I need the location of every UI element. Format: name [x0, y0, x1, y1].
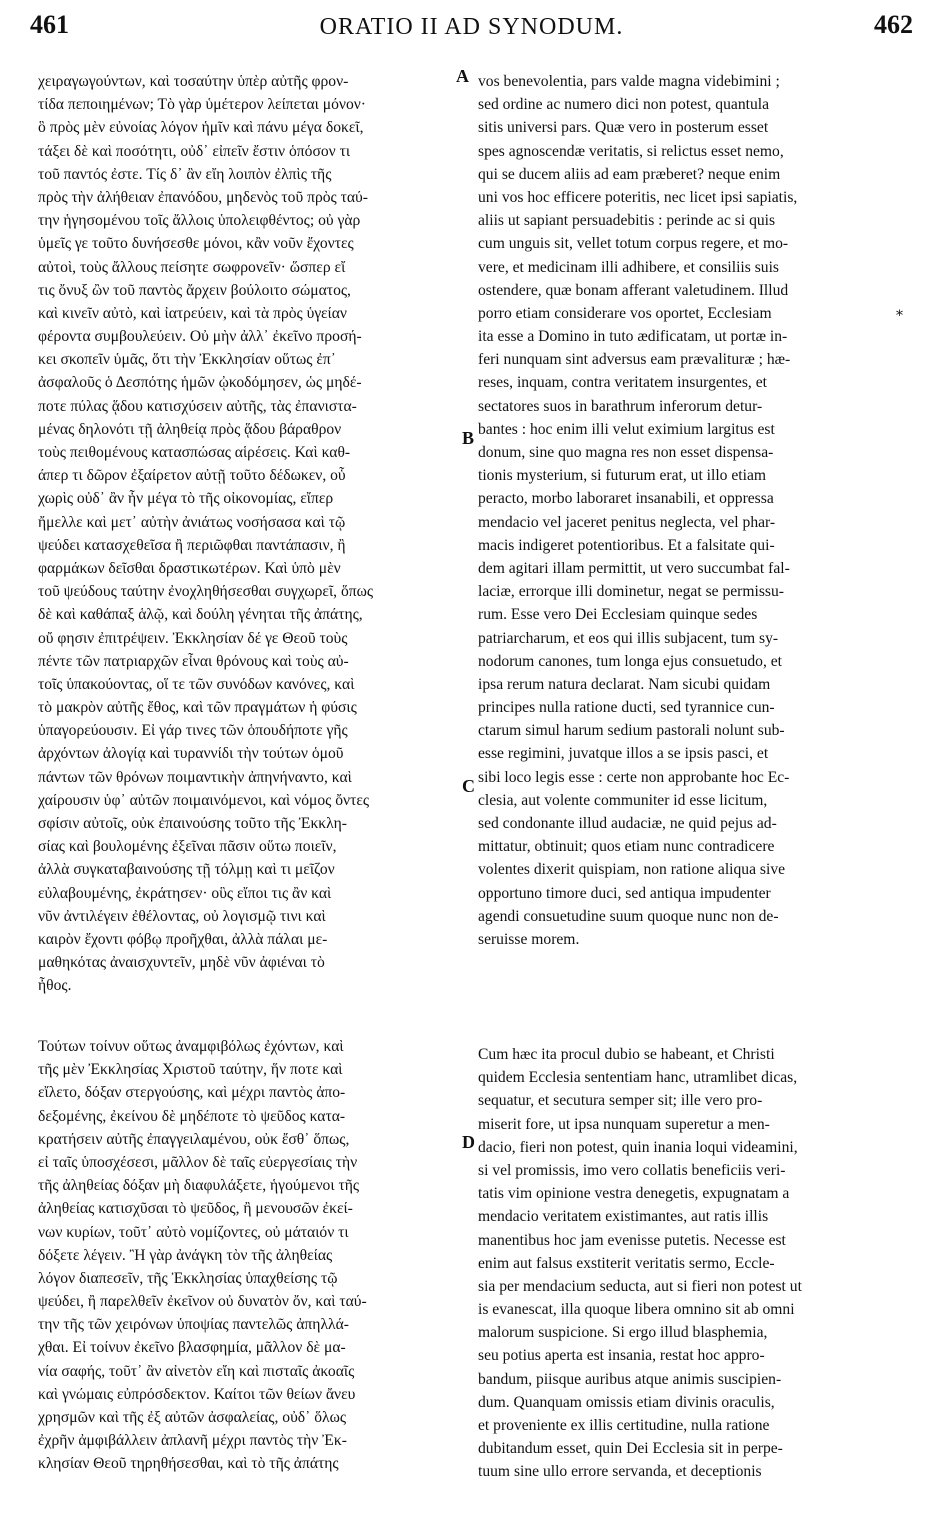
text-line: aliis ut sapiant persuadebitis : perinde ac si quis	[478, 212, 776, 230]
text-line: vere, et medicinam illi adhibere, et consiliis suis	[478, 258, 779, 276]
text-line: σίας καὶ βουλομένης ἐξεῖναι πᾶσιν οὕτω ποιεῖν,	[38, 838, 337, 856]
text-line: patriarcharum, et eos qui illis subjacent, tum sy-	[478, 629, 779, 647]
text-line: agendi consuetudine suum quoque nunc non de-	[478, 907, 779, 925]
text-line: ἐχρῆν ἀμφιβάλλειν ἀπλανῆ μέχρι παντὸς τὴν Ἐκ-	[38, 1432, 347, 1450]
text-line: ἀσφαλοῦς ὁ Δεσπότης ἡμῶν ᾠκοδόμησεν, ὡς μηδέ-	[38, 374, 362, 392]
text-line: quidem Ecclesia sententiam hanc, utramlibet dicas,	[478, 1069, 798, 1087]
text-line: bandum, piisque auribus atque animis suscipien-	[478, 1370, 782, 1388]
text-line: esse regimini, juvatque illos a se ipsis pasci, et	[478, 745, 769, 763]
text-line: ἀλλὰ συγκαταβαινούσης τῇ τόλμῃ καὶ τι μεῖζον	[38, 861, 335, 879]
section-marker-a: A	[456, 66, 469, 86]
text-line: ὃ πρὸς μὲν εὐνοίας λόγον ἡμῖν καὶ πάνυ μέγα δοκεῖ,	[38, 119, 364, 137]
text-line: tatis vim opinione vestra denegetis, expugnatam a	[478, 1185, 790, 1203]
text-line: seruisse morem.	[478, 930, 580, 948]
text-line: τῆς ἀληθείας δόξαν μὴ διαφυλάξετε, ἡγούμενοι τῆς	[38, 1177, 360, 1195]
text-line: φέροντα συμβουλεύειν. Οὐ μὴν ἀλλ᾽ ἐκεῖνο προσή-	[38, 328, 362, 346]
text-line: seu potius aperta est insania, restat hoc appro-	[478, 1347, 765, 1365]
text-line: peracto, morbo laboraret insanabili, et oppressa	[478, 490, 774, 508]
text-line: uni vos hoc efficere poteritis, nec licet ipsi sapiatis,	[478, 188, 798, 206]
text-line: spes agnoscendæ veritatis, si relictus esset nemo,	[478, 142, 784, 160]
text-line: ψεύδει, ἢ παρελθεῖν ἐκεῖνον οὐ δυνατὸν ὄν, καὶ ταύ-	[38, 1293, 367, 1311]
text-line: τίδα πεποιημένων; Τὸ γὰρ ὑμέτερον λείπεται μόνον·	[38, 96, 366, 114]
text-line: εἰ ταῖς ὑποσχέσεσι, μᾶλλον δὲ ταῖς εὐεργεσίαις τὴν	[38, 1153, 358, 1171]
text-line: νῦν ἀντιλέγειν ἐθέλοντας, οὐ λογισμῷ τινι καὶ	[38, 907, 326, 925]
text-line: dum. Quanquam omissis etiam divinis oraculis,	[478, 1393, 775, 1411]
text-line: ὑμεῖς γε τοῦτο δυνήσεσθε μόνοι, κἂν νοῦν ἔχοντες	[38, 235, 354, 253]
greek-text-column-upper	[38, 70, 458, 998]
text-line: χειραγωγούντων, καὶ τοσαύτην ὑπὲρ αὐτῆς φρον-	[38, 73, 349, 90]
text-line: donum, sine quo magna res non esset dispensa-	[478, 444, 774, 461]
text-line: ἦθος.	[38, 977, 72, 995]
text-line: macis indigeret potentioribus. Et a falsitate qui-	[478, 536, 775, 554]
text-line: δόξετε λέγειν. Ἢ γὰρ ἀνάγκη τὸν τῆς ἀληθείας	[38, 1246, 333, 1264]
text-line: clesia, aut volente communiter id esse licitum,	[478, 791, 768, 809]
text-line: χθαι. Εἰ τοίνυν ἐκεῖνο βλασφημία, μᾶλλον δὲ μα-	[38, 1339, 346, 1357]
text-line: μένας δηλονότι τῇ ἀληθείᾳ πρὸς ᾅδου βάραθρον	[38, 420, 342, 438]
text-line: malorum suspicione. Si ergo illud blasphemia,	[478, 1324, 768, 1342]
text-line: mendacio veritatem existimantes, aut ratis illis	[478, 1208, 769, 1226]
latin-text-column-upper	[478, 70, 898, 951]
text-line: τις ὄνυξ ὢν τοῦ παντὸς ἄρχειν βούλοιτο σώματος,	[38, 281, 351, 299]
text-line: τοῦ παντός ἐστε. Τίς δ᾽ ἂν εἴη λοιπὸν ἐλπὶς τῆς	[38, 165, 332, 183]
text-line: δεξομένης, ἐκείνου δὲ μηδέποτε τὸ ψεῦδος κατα-	[38, 1107, 346, 1125]
text-line: dem agitari illam permittit, ut vero succumbat fal-	[478, 559, 790, 577]
text-line: ὑπαγορεύουσιν. Εἰ γάρ τινες τῶν ὁπουδήποτε γῆς	[38, 722, 348, 740]
text-line: λόγον διαπεσεῖν, τῆς Ἐκκλησίας ὑπαχθείσης τῷ	[38, 1269, 338, 1287]
text-line: τοῖς ὑπακούοντας, οἵ τε τῶν συνόδων κανόνες, καὶ	[38, 675, 355, 693]
text-line: τῆς μὲν Ἐκκλησίας Χριστοῦ ταύτην, ἥν ποτε καὶ	[38, 1061, 343, 1079]
text-line: ostendere, quæ bonam afferant valetudinem. Illud	[478, 281, 789, 299]
text-line: principes nulla ratione ducti, sed tyrannice cun-	[478, 699, 775, 717]
text-line: νία σαφής, τοῦτ᾽ ἂν αἰνετὸν εἴη καὶ πισταῖς ἀκοαῖς	[38, 1362, 355, 1380]
text-line: τοῦ ψεύδους ταύτην ἐνοχληθήσεσθαι συγχωρεῖ, ὅπως	[38, 583, 374, 601]
text-line: miserit fore, ut ipsa nunquam superetur a men-	[478, 1115, 770, 1133]
text-line: volentes dixerit quispiam, non ratione aliqua sive	[478, 861, 786, 879]
text-line: dubitandum esset, quin Dei Ecclesia sit in perpe-	[478, 1440, 783, 1458]
text-line: sed condonante illud audaciæ, ne quid pejus ad-	[478, 815, 777, 832]
text-line: sequatur, et secutura semper sit; ille vero pro-	[478, 1092, 763, 1110]
text-line: φαρμάκων δεῖσθαι δραστικωτέρων. Καὶ ὑπὸ μὲν	[38, 559, 341, 577]
text-line: καιρὸν ἔχοντι φόβῳ προῆχθαι, ἀλλὰ πάλαι με-	[38, 930, 328, 948]
text-line: mittatur, obtinuit; quos etiam nunc contradicere	[478, 838, 775, 856]
text-line: χωρὶς οὐδ᾽ ἂν ἦν μέγα τὸ τῆς οἰκονομίας, εἴπερ	[38, 490, 334, 508]
text-line: νων κυρίων, τοῦτ᾽ αὐτὸ νομίζοντες, οὐ μάταιόν τι	[38, 1223, 349, 1241]
section-marker-d: D	[462, 1132, 475, 1152]
text-line: ψεύδει κατασχεθεῖσα ἢ περιῶφθαι παντάπασιν, ἢ	[38, 536, 346, 554]
text-line: ctarum simul harum sedium pastorali nolunt sub-	[478, 722, 785, 740]
page-number-left: 461	[30, 10, 69, 39]
footnote-asterisk: *	[896, 308, 903, 324]
running-title: ORATIO II AD SYNODUM.	[319, 14, 624, 40]
text-line: vos benevolentia, pars valde magna videbimini ;	[478, 73, 780, 90]
text-line: reses, inquam, contra veritatem insurgentes, et	[478, 374, 767, 392]
text-line: καὶ γνώμαις εὐπρόσδεκτον. Καίτοι τῶν θείων ἄνευ	[38, 1385, 356, 1403]
text-line: πρὸς τὴν ἀλήθειαν ἐπανόδου, μηδενὸς τοῦ πρὸς ταύ-	[38, 188, 368, 206]
text-line: εἴλετο, δόξαν στεργούσης, καὶ μέχρι παντὸς ἀπο-	[38, 1084, 346, 1102]
text-line: bantes : hoc enim illi velut eximium largitus est	[478, 420, 775, 438]
page-header	[30, 10, 913, 54]
text-line: ἀληθείας κατισχῦσαι τὸ ψεῦδος, ἢ μενουσῶν ἐκεί-	[38, 1200, 353, 1218]
text-line: την τῆς τῶν χειρόνων ὑποψίας παντελῶς ἀπηλλά-	[38, 1316, 349, 1334]
text-line: την ἡγησομένου τοῖς ἄλλοις ὑπολειφθέντος; οὐ γὰρ	[38, 212, 361, 230]
text-line: tuum sine ullo errore servanda, et deceptionis	[478, 1463, 762, 1481]
text-line: ita esse a Domino in tuto ædificatam, ut portæ in-	[478, 328, 788, 346]
text-line: σφίσιν αὐτοῖς, οὐκ ἐπαινούσης τοῦτο τῆς Ἐκκλη-	[38, 815, 347, 832]
text-line: Cum hæc ita procul dubio se habeant, et Christi	[478, 1046, 775, 1063]
text-line: opportuno timore duci, sed antiqua impudenter	[478, 884, 771, 902]
text-line: κρατήσειν αὐτῆς ἐπαγγειλαμένου, οὐκ ἔσθ᾽ ὅπως,	[38, 1130, 350, 1148]
text-line: δὲ καὶ καθάπαξ ἁλῷ, καὶ δούλη γένηται τῆς ἀπάτης,	[38, 606, 363, 624]
text-line: porro etiam considerare vos oportet, Ecclesiam	[478, 304, 772, 322]
text-line: χαίρουσιν ὑφ᾽ αὐτῶν ποιμαινόμενοι, καὶ νόμος ὄντες	[38, 791, 370, 809]
text-line: κλησίαν Θεοῦ τηρηθήσεσθαι, καὶ τὸ τῆς ἀπάτης	[38, 1455, 339, 1473]
text-line: sectatores suos in barathrum inferorum detur-	[478, 397, 763, 415]
latin-text-column-lower	[478, 1043, 898, 1484]
section-marker-b: B	[462, 428, 475, 448]
text-line: sia per mendacium seducta, aut si fieri non potest ut	[478, 1277, 802, 1295]
text-line: πάντων τῶν θρόνων ποιμαντικὴν ἀπηνήναντο, καὶ	[38, 768, 352, 786]
text-line: enim aut falsus exstiterit veritatis sermo, Eccle-	[478, 1254, 775, 1272]
text-line: ἀρχόντων ἀλογίᾳ καὶ τυραννίδι τὴν τούτων ὁμοῦ	[38, 745, 344, 763]
text-line: sibi loco legis esse : certe non approbante hoc Ec-	[478, 768, 790, 786]
text-line: ἤμελλε καὶ μετ᾽ αὐτὴν ἀνιάτως νοσήσασα καὶ τῷ	[38, 513, 346, 531]
text-line: nodorum canones, tum longa ejus consuetudo, et	[478, 652, 783, 670]
text-line: χρησμῶν καὶ τῆς ἐξ αὐτῶν ἀσφαλείας, οὐδ᾽ ὅλως	[38, 1409, 347, 1426]
text-line: rum. Esse vero Dei Ecclesiam quinque sedes	[478, 606, 758, 624]
text-line: τοὺς πειθομένους κατασπώσας αἱρέσεις. Καὶ καθ-	[38, 444, 351, 461]
text-line: αὐτοὶ, τοὺς ἄλλους πείσητε σωφρονεῖν· ὥσπερ εἴ	[38, 258, 346, 276]
text-line: dacio, fieri non potest, quin inania loqui videamini,	[478, 1138, 798, 1156]
text-line: tionis mysterium, si futurum erat, ut illo etiam	[478, 467, 767, 485]
text-line: is evanescat, illa quoque libera omnino sit ab omni	[478, 1301, 795, 1319]
text-line: καὶ κινεῖν αὐτὸ, καὶ ἰατρεύειν, καὶ τὰ πρὸς ὑγείαν	[38, 304, 347, 322]
text-line: ποτε πύλας ᾅδου κατισχύσειν αὐτῆς, τὰς ἐπανιστα-	[38, 397, 357, 415]
text-line: manentibus hoc jam evenisse putetis. Necesse est	[478, 1231, 786, 1249]
text-line: εὐλαβουμένης, ἐκράτησεν· οὓς εἴποι τις ἂν καὶ	[38, 884, 332, 902]
text-line: qui se ducem aliis ad eam præberet? neque enim	[478, 165, 781, 183]
text-line: πέντε τῶν πατριαρχῶν εἶναι θρόνους καὶ τοὺς αὐ-	[38, 652, 349, 670]
text-line: τάξει δὲ καὶ ποσότητι, οὐδ᾽ εἰπεῖν ἔστιν ὁπόσον τι	[38, 142, 351, 160]
section-marker-c: C	[462, 776, 475, 796]
text-line: sitis universi pars. Quæ vero in posterum esset	[478, 119, 769, 137]
page-number-right: 462	[874, 10, 913, 39]
text-line: άπερ τι δῶρον ἐξαίρετον αὐτῇ τοῦτο δέδωκεν, οὗ	[38, 467, 346, 485]
text-line: μαθηκότας ἀναισχυντεῖν, μηδὲ νῦν ἀφιέναι τὸ	[38, 954, 325, 972]
text-line: laciæ, errorque illi dominetur, negat se permissu-	[478, 583, 784, 601]
text-line: τὸ μακρὸν αὐτῆς ἔθος, καὶ τῶν πραγμάτων ἡ φύσις	[38, 699, 357, 717]
text-line: οὔ φησιν ἐπιτρέψειν. Ἐκκλησίαν δέ γε Θεοῦ τοὺς	[38, 629, 348, 647]
text-line: ipsa rerum natura declarat. Nam sicubi quidam	[478, 675, 771, 693]
text-line: si vel promissis, imo vero collatis beneficiis veri-	[478, 1161, 786, 1179]
text-line: cum unguis sit, vellet totum corpus regere, et mo-	[478, 235, 789, 253]
text-line: et provenientе ex illis certitudine, nulla ratione	[478, 1417, 770, 1434]
text-line: sed ordine ac numero dici non potest, quantula	[478, 96, 770, 114]
text-line: Τούτων τοίνυν οὕτως ἀναμφιβόλως ἐχόντων, καὶ	[38, 1038, 344, 1055]
greek-text-column-lower	[38, 1035, 458, 1476]
text-line: κει σκοπεῖν ὑμᾶς, ὅτι τὴν Ἐκκλησίαν οὕτως ἐπ᾽	[38, 351, 336, 369]
text-line: feri nunquam sint adversus eam prævalituræ ; hæ-	[478, 351, 791, 369]
text-line: mendacio vel jaceret penitus neglecta, vel phar-	[478, 513, 776, 531]
